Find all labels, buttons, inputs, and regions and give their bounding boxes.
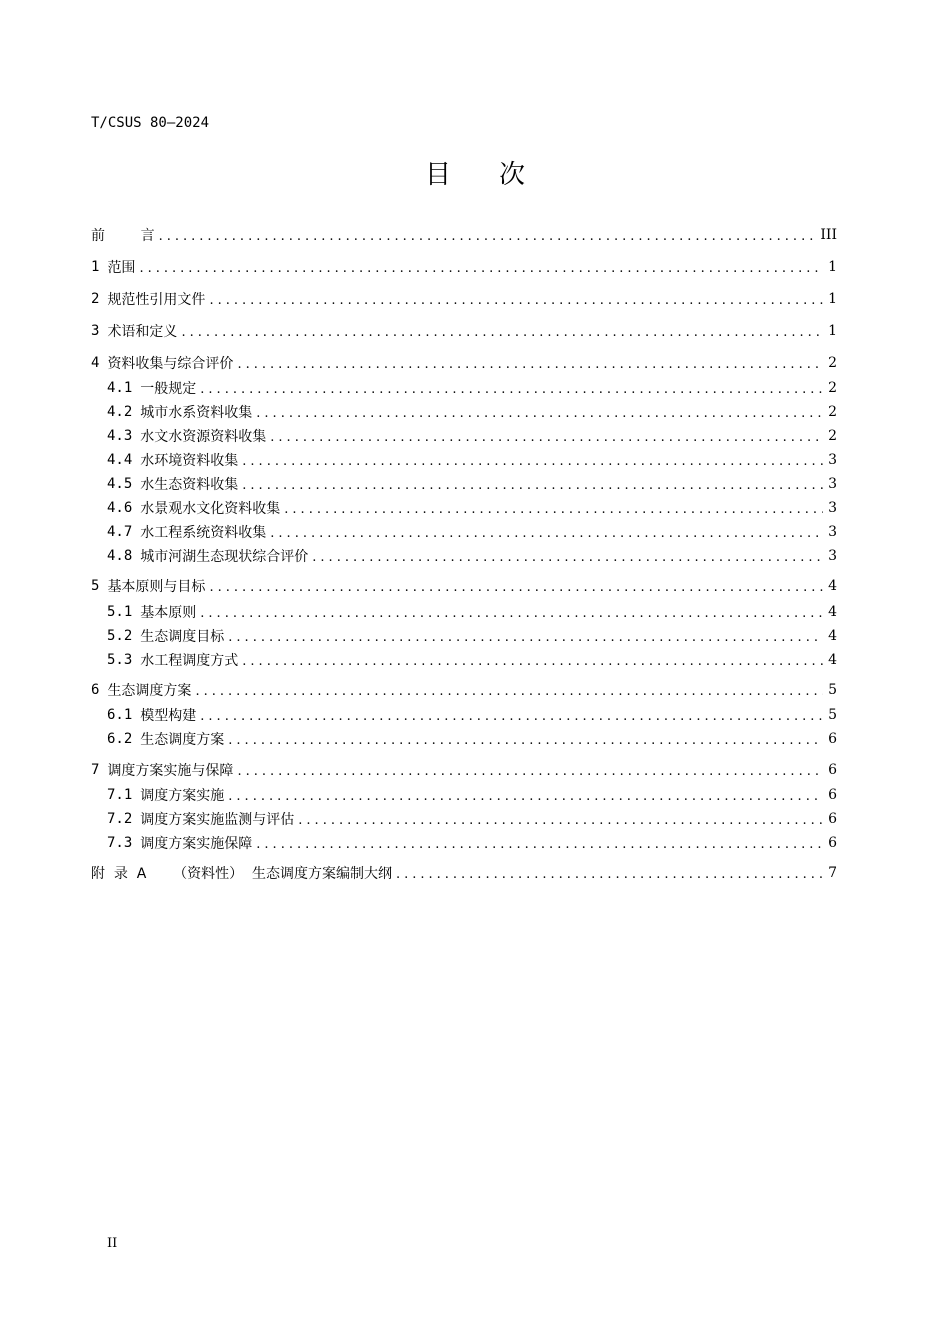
toc-entry-title: 基本原则与目标 — [107, 579, 206, 595]
toc-entry-title: 生态调度方案 — [140, 732, 225, 748]
toc-entry-page: 2 — [828, 355, 837, 371]
toc-leader-dots — [312, 550, 823, 565]
toc-entry-title: 前 言 — [91, 228, 155, 244]
toc-entry-title: 范围 — [107, 260, 136, 276]
toc-entry-title: 水文水资源资料收集 — [140, 429, 267, 445]
toc-entry-4-1[interactable] — [91, 377, 837, 399]
toc-entry-page: 4 — [828, 652, 837, 668]
toc-entry-number: 7 — [91, 762, 100, 778]
toc-entry-number: 4.2 — [107, 404, 133, 420]
footer-page-number: II — [107, 1236, 118, 1251]
toc-entry-7[interactable] — [91, 759, 837, 781]
toc-entry-5-2[interactable] — [91, 625, 837, 647]
standard-number: T/CSUS 80—2024 — [91, 115, 210, 131]
toc-entry-3[interactable] — [91, 320, 837, 342]
toc-leader-dots — [284, 502, 823, 517]
toc-entry-page: 6 — [828, 811, 837, 827]
toc-entry-page: 6 — [828, 787, 837, 803]
page-title — [0, 154, 950, 191]
toc-entry-page: 6 — [828, 835, 837, 851]
toc-entry-page: 3 — [828, 548, 837, 564]
toc-entry-5[interactable] — [91, 575, 837, 597]
toc-entry-title: 调度方案实施 — [140, 788, 225, 804]
toc-entry-number: 6.1 — [107, 707, 133, 723]
toc-entry-page: 4 — [828, 578, 837, 594]
toc-entry-number: 7.3 — [107, 835, 133, 851]
toc-entry-6[interactable] — [91, 679, 837, 701]
toc-entry-number: 4.6 — [107, 500, 133, 516]
toc-leader-dots — [139, 261, 823, 276]
toc-entry-number: 6.2 — [107, 731, 133, 747]
toc-entry-number: 5.1 — [107, 604, 133, 620]
toc-entry-4-7[interactable] — [91, 521, 837, 543]
toc-entry-page: 1 — [828, 259, 837, 275]
toc-entry-number: 5.3 — [107, 652, 133, 668]
toc-entry-title: 调度方案实施保障 — [140, 836, 253, 852]
toc-leader-dots — [256, 837, 823, 852]
toc-entry-number: 4.7 — [107, 524, 133, 540]
toc-entry-title: 水工程系统资料收集 — [140, 525, 267, 541]
toc-entry-number: 4.8 — [107, 548, 133, 564]
toc-entry-title: 水工程调度方式 — [140, 653, 239, 669]
toc-entry-5-1[interactable] — [91, 601, 837, 623]
toc-entry-title: 调度方案实施与保障 — [107, 763, 234, 779]
toc-entry-number: 4.5 — [107, 476, 133, 492]
toc-entry-title: 水生态资料收集 — [140, 477, 239, 493]
toc-entry-page: III — [820, 227, 837, 243]
toc-entry-7-1[interactable] — [91, 784, 837, 806]
toc-entry-number: 3 — [91, 323, 100, 339]
toc-entry-page: 5 — [828, 682, 837, 698]
toc-leader-dots — [228, 789, 823, 804]
toc-entry-title: 生态调度目标 — [140, 629, 225, 645]
toc-leader-dots — [228, 630, 823, 645]
toc-leader-dots — [228, 733, 823, 748]
toc-leader-dots — [181, 325, 823, 340]
toc-entry-4-6[interactable] — [91, 497, 837, 519]
toc-entry-title: 一般规定 — [140, 381, 197, 397]
toc-entry-page: 1 — [828, 291, 837, 307]
toc-entry-page: 3 — [828, 476, 837, 492]
toc-entry-4-5[interactable] — [91, 473, 837, 495]
toc-entry-number: 7.1 — [107, 787, 133, 803]
toc-entry-appendix-a[interactable] — [91, 862, 837, 884]
toc-entry-number: 7.2 — [107, 811, 133, 827]
toc-entry-4-3[interactable] — [91, 425, 837, 447]
toc-entry-4-4[interactable] — [91, 449, 837, 471]
toc-entry-title: 调度方案实施监测与评估 — [140, 812, 295, 828]
toc-leader-dots — [209, 580, 823, 595]
toc-entry-page: 5 — [828, 707, 837, 723]
toc-entry-page: 3 — [828, 452, 837, 468]
toc-entry-7-2[interactable] — [91, 808, 837, 830]
toc-leader-dots — [242, 654, 823, 669]
toc-entry-4-8[interactable] — [91, 545, 837, 567]
toc-entry-page: 3 — [828, 500, 837, 516]
page-title-char-2: 次 — [499, 160, 526, 190]
toc-leader-dots — [237, 764, 823, 779]
toc-entry-number: 4.3 — [107, 428, 133, 444]
toc-entry-title: 规范性引用文件 — [107, 292, 206, 308]
page-title-char-1: 目 — [424, 160, 451, 190]
toc-entry-1[interactable] — [91, 256, 837, 278]
toc-entry-page: 4 — [828, 628, 837, 644]
toc-leader-dots — [396, 867, 823, 882]
toc-entry-number: 4 — [91, 355, 100, 371]
toc-entry-number: 5.2 — [107, 628, 133, 644]
toc-entry-number: 5 — [91, 578, 100, 594]
toc-entry-page: 1 — [828, 323, 837, 339]
toc-entry-2[interactable] — [91, 288, 837, 310]
toc-entry-title: 城市河湖生态现状综合评价 — [140, 549, 309, 565]
toc-entry-page: 4 — [828, 604, 837, 620]
toc-leader-dots — [270, 430, 823, 445]
toc-entry-page: 3 — [828, 524, 837, 540]
toc-entry-number: 6 — [91, 682, 100, 698]
toc-entry-4[interactable] — [91, 352, 837, 374]
toc-entry-title: 城市水系资料收集 — [140, 405, 253, 421]
toc-entry-number: 4.1 — [107, 380, 133, 396]
toc-leader-dots — [298, 813, 823, 828]
toc-entry-5-3[interactable] — [91, 649, 837, 671]
toc-entry-title: 附 录 A （资料性） 生态调度方案编制大纲 — [91, 866, 392, 882]
toc-entry-page: 2 — [828, 404, 837, 420]
toc-leader-dots — [159, 229, 817, 244]
toc-entry-number: 4.4 — [107, 452, 133, 468]
toc-entry-6-2[interactable] — [91, 728, 837, 750]
toc-entry-6-1[interactable] — [91, 704, 837, 726]
toc-entry-page: 2 — [828, 428, 837, 444]
toc-leader-dots — [242, 478, 823, 493]
toc-entry-foreword[interactable] — [91, 224, 837, 246]
toc-entry-number: 1 — [91, 259, 100, 275]
toc-entry-title: 资料收集与综合评价 — [107, 356, 234, 372]
toc-leader-dots — [200, 606, 823, 621]
toc-leader-dots — [242, 454, 823, 469]
toc-entry-page: 7 — [828, 865, 837, 881]
toc-entry-page: 2 — [828, 380, 837, 396]
toc-entry-number: 2 — [91, 291, 100, 307]
toc-leader-dots — [209, 293, 823, 308]
toc-leader-dots — [256, 406, 823, 421]
toc-entry-title: 水环境资料收集 — [140, 453, 239, 469]
toc-leader-dots — [270, 526, 823, 541]
toc-entry-title: 术语和定义 — [107, 324, 178, 340]
toc-leader-dots — [237, 357, 823, 372]
toc-entry-title: 生态调度方案 — [107, 683, 192, 699]
toc-entry-title: 模型构建 — [140, 708, 197, 724]
toc-entry-7-3[interactable] — [91, 832, 837, 854]
toc-leader-dots — [200, 709, 823, 724]
toc-entry-page: 6 — [828, 762, 837, 778]
toc-entry-page: 6 — [828, 731, 837, 747]
toc-entry-4-2[interactable] — [91, 401, 837, 423]
toc-entry-title: 水景观水文化资料收集 — [140, 501, 281, 517]
toc-leader-dots — [195, 684, 823, 699]
toc-leader-dots — [200, 382, 823, 397]
toc-entry-title: 基本原则 — [140, 605, 197, 621]
